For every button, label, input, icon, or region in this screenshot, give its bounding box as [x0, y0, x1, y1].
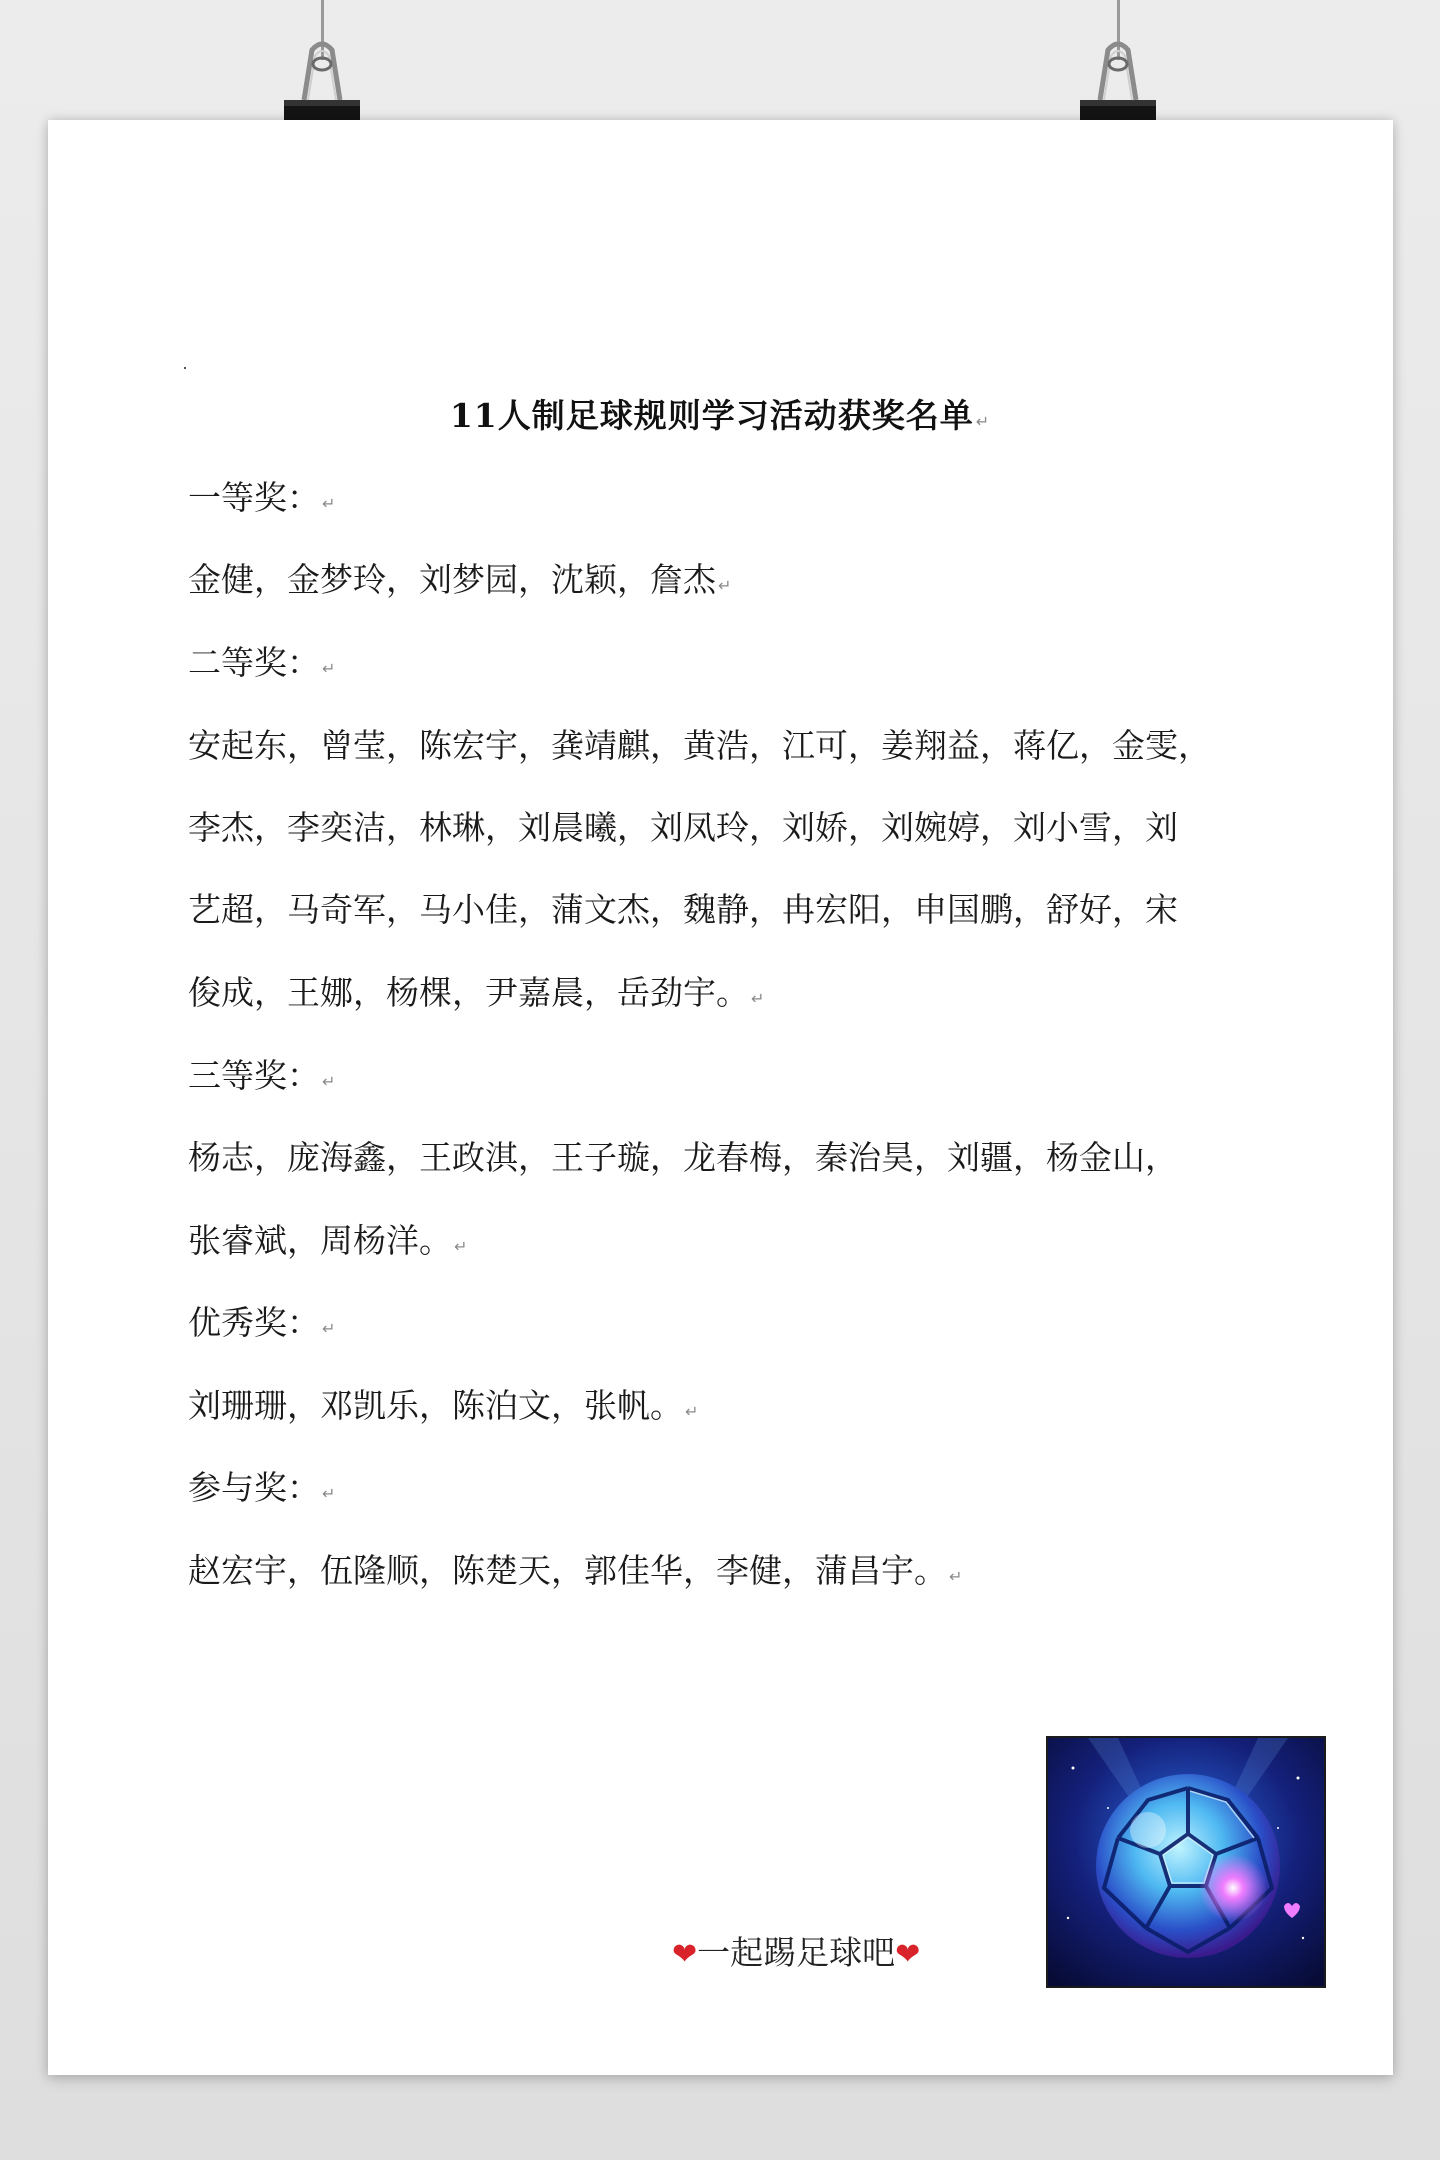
- paragraph-mark: ↵: [751, 989, 765, 1008]
- heading-excellence-prize: 优秀奖： ↵: [188, 1303, 336, 1342]
- heart-icon: ❤: [895, 1937, 921, 1972]
- paragraph-mark: ↵: [949, 1567, 963, 1586]
- soccer-ball-icon: [1048, 1738, 1324, 1986]
- document-title-text: 11人制足球规则学习活动获奖名单: [449, 396, 974, 435]
- names-second-prize-line: 李杰，李奕洁，林琳，刘晨曦，刘凤玲，刘娇，刘婉婷，刘小雪，刘: [188, 808, 1178, 847]
- names-third-prize-line: 张睿斌，周杨洋。 ↵: [188, 1221, 468, 1260]
- heading-third-prize: 三等奖： ↵: [188, 1056, 336, 1095]
- heart-icon: ❤: [672, 1937, 698, 1972]
- paragraph-mark: ↵: [975, 412, 991, 431]
- paragraph-mark: ↵: [322, 1484, 336, 1503]
- footer-caption: [672, 1933, 921, 1972]
- paragraph-mark: ↵: [322, 1319, 336, 1338]
- names-participation-prize: 赵宏宇，伍隆顺，陈楚天，郭佳华，李健，蒲昌宇。 ↵: [188, 1551, 963, 1590]
- paragraph-mark: ↵: [685, 1402, 699, 1421]
- paragraph-mark: ↵: [718, 576, 732, 595]
- names-first-prize: 金健，金梦玲，刘梦园，沈颖，詹杰 ↵: [188, 560, 732, 599]
- document-title: [0, 390, 1440, 437]
- corner-mark: [184, 367, 186, 369]
- names-third-prize-line: 杨志，庞海鑫，王政淇，王子璇，龙春梅，秦治昊，刘疆，杨金山，: [188, 1138, 1178, 1177]
- names-excellence-prize: 刘珊珊，邓凯乐，陈泊文，张帆。 ↵: [188, 1386, 699, 1425]
- names-second-prize-line: 艺超，马奇军，马小佳，蒲文杰，魏静，冉宏阳，申国鹏，舒好，宋: [188, 890, 1178, 929]
- paragraph-mark: ↵: [322, 494, 336, 513]
- heading-participation-prize: 参与奖： ↵: [188, 1468, 336, 1507]
- paragraph-mark: ↵: [454, 1237, 468, 1256]
- names-second-prize-line: 安起东，曾莹，陈宏宇，龚靖麒，黄浩，江可，姜翔益，蒋亿，金雯，: [188, 726, 1211, 765]
- paragraph-mark: ↵: [322, 659, 336, 678]
- paragraph-mark: ↵: [322, 1072, 336, 1091]
- soccer-ball-image: [1046, 1736, 1326, 1988]
- heading-second-prize: 二等奖： ↵: [188, 643, 336, 682]
- names-second-prize-line: 俊成，王娜，杨棵，尹嘉晨，岳劲宇。 ↵: [188, 973, 765, 1012]
- footer-caption-text: 一起踢足球吧: [697, 1933, 896, 1972]
- heading-first-prize: 一等奖： ↵: [188, 478, 336, 517]
